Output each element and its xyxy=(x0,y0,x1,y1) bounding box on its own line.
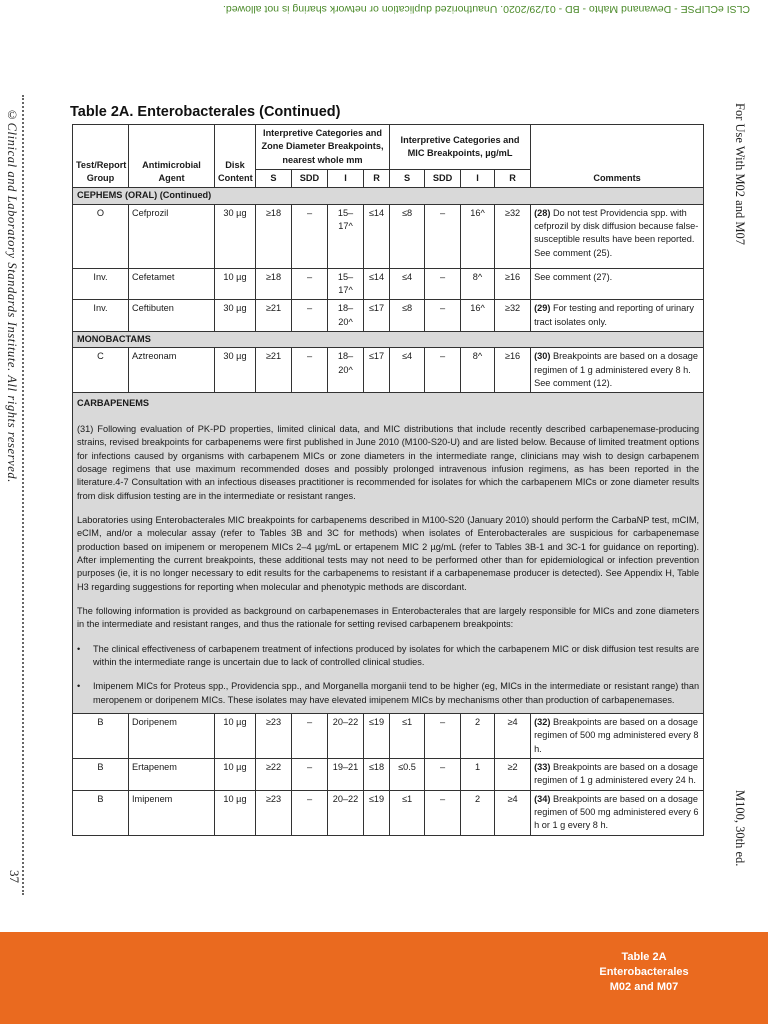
cell-mic-s: ≤4 xyxy=(390,348,425,393)
cell-zone-s: ≥21 xyxy=(256,300,292,332)
comment-text: For testing and reporting of urinary tract isolates only. xyxy=(534,303,694,327)
cell-group: B xyxy=(73,790,129,835)
footer-line-3: M02 and M07 xyxy=(609,980,679,993)
table-row xyxy=(73,759,704,791)
table-row xyxy=(73,348,704,393)
comment-number: (30) xyxy=(534,351,551,362)
header-group: Test/Report Group xyxy=(73,125,129,188)
carbapenems-bullet-2: • Imipenem MICs for Proteus spp., Providencia spp., and Morganella morganii tend to be higher (eg, MICs in the intermediate or resistant range) than meropenem or doripenem MICs. These isolates may have elevated imipenem MICs by mechanisms other than production of carbapenemases. xyxy=(77,680,699,707)
carbapenems-title: CARBAPENEMS xyxy=(77,398,149,409)
header-mic-s: S xyxy=(390,170,425,188)
cell-agent: Imipenem xyxy=(129,790,215,835)
cell-zone-i: 19–21 xyxy=(328,759,364,791)
cell-mic-i: 2 xyxy=(461,714,495,759)
section-cephems xyxy=(73,188,704,204)
cell-zone-sdd: – xyxy=(292,268,328,300)
license-banner xyxy=(0,0,768,22)
cell-zone-r: ≤19 xyxy=(364,790,390,835)
cell-zone-i: 20–22 xyxy=(328,790,364,835)
cell-zone-i: 15–17^ xyxy=(328,268,364,300)
use-with-note: For Use With M02 and M07 xyxy=(733,103,747,245)
comment-number: (33) xyxy=(534,762,551,773)
carbapenems-bullet-1: • The clinical effectiveness of carbapenem treatment of infections produced by isolates for which the carbapenem MIC or disk diffusion test results are within the intermediate range is uncertain due to lack of controlled clinical studies. xyxy=(77,643,699,670)
cell-zone-i: 20–22 xyxy=(328,714,364,759)
cell-mic-r: ≥16 xyxy=(495,348,531,393)
cell-mic-sdd: – xyxy=(425,714,461,759)
cell-mic-sdd: – xyxy=(425,759,461,791)
cell-zone-s: ≥22 xyxy=(256,759,292,791)
footer-line-2: Enterobacterales xyxy=(599,965,689,978)
cell-mic-sdd: – xyxy=(425,268,461,300)
table-row xyxy=(73,204,704,268)
page-number: 37 xyxy=(7,870,22,883)
cell-group: B xyxy=(73,759,129,791)
comment-number: (29) xyxy=(534,303,551,314)
footer-band xyxy=(0,932,768,1024)
cell-zone-s: ≥21 xyxy=(256,348,292,393)
cell-mic-sdd: – xyxy=(425,348,461,393)
cell-disk: 10 µg xyxy=(215,714,256,759)
cell-disk: 10 µg xyxy=(215,759,256,791)
cell-mic-r: ≥4 xyxy=(495,790,531,835)
comment-text: Do not test Providencia spp. with cefprozil by disk diffusion because false-susceptible results have been reported. See comment (25). xyxy=(534,207,699,258)
cell-mic-s: ≤4 xyxy=(390,268,425,300)
cell-comment xyxy=(531,759,704,791)
comment-text: Breakpoints are based on a dosage regimen of 1 g administered every 24 h. xyxy=(534,762,699,786)
header-agent: Antimicrobial Agent xyxy=(129,125,215,188)
cell-mic-s: ≤1 xyxy=(390,714,425,759)
cell-mic-i: 16^ xyxy=(461,204,495,268)
cell-mic-i: 8^ xyxy=(461,348,495,393)
cell-zone-r: ≤18 xyxy=(364,759,390,791)
cell-group: B xyxy=(73,714,129,759)
cell-disk: 10 µg xyxy=(215,268,256,300)
cell-mic-i: 1 xyxy=(461,759,495,791)
comment-text: Breakpoints are based on a dosage regimen of 500 mg administered every 8 h. xyxy=(534,717,699,754)
carbapenems-note xyxy=(73,393,704,714)
cell-zone-i: 18–20^ xyxy=(328,300,364,332)
comment-number: (28) xyxy=(534,207,551,218)
cell-mic-s: ≤1 xyxy=(390,790,425,835)
cell-agent: Ertapenem xyxy=(129,759,215,791)
cell-agent: Ceftibuten xyxy=(129,300,215,332)
cell-zone-sdd: – xyxy=(292,348,328,393)
breakpoint-table xyxy=(72,124,704,836)
cell-mic-sdd: – xyxy=(425,300,461,332)
cell-disk: 30 µg xyxy=(215,300,256,332)
cell-mic-sdd: – xyxy=(425,790,461,835)
cell-group: O xyxy=(73,204,129,268)
cell-zone-s: ≥18 xyxy=(256,268,292,300)
cell-group: C xyxy=(73,348,129,393)
edition-note: M100, 30th ed. xyxy=(733,790,747,867)
license-text: CLSI eCLIPSE - Dewanand Mahto - BD - 01/29/2020. Unauthorized duplication or network sharing is not allowed. xyxy=(222,3,750,15)
table-row xyxy=(73,300,704,332)
copyright-notice: ©Clinical and Laboratory Standards Institute. All rights reserved. xyxy=(5,108,19,484)
cell-zone-sdd: – xyxy=(292,790,328,835)
footer-tab-label xyxy=(588,950,700,995)
carbapenems-paragraph-3: The following information is provided as background on carbapenemases in Enterobacterales that are largely responsible for MICs and zone diameters in the intermediate and resistant ranges, and thus the rationale for setting revised carbapenem breakpoints: xyxy=(77,605,700,630)
cell-agent: Aztreonam xyxy=(129,348,215,393)
cell-zone-s: ≥23 xyxy=(256,790,292,835)
cell-zone-i: 15–17^ xyxy=(328,204,364,268)
cell-group: Inv. xyxy=(73,268,129,300)
header-zone-r: R xyxy=(364,170,390,188)
cell-zone-r: ≤14 xyxy=(364,268,390,300)
footer-line-1: Table 2A xyxy=(621,951,667,963)
comment-text: Breakpoints are based on a dosage regimen of 500 mg administered every 6 h or 1 g every 8 h. xyxy=(534,793,699,831)
cell-mic-r: ≥4 xyxy=(495,714,531,759)
cell-mic-s: ≤8 xyxy=(390,300,425,332)
cell-comment xyxy=(531,268,704,300)
cell-zone-s: ≥18 xyxy=(256,204,292,268)
cell-comment xyxy=(531,300,704,332)
header-zone-sdd: SDD xyxy=(292,170,328,188)
table-row xyxy=(73,268,704,300)
cell-mic-s: ≤0.5 xyxy=(390,759,425,791)
cell-mic-i: 2 xyxy=(461,790,495,835)
cell-comment xyxy=(531,348,704,393)
header-row-top xyxy=(73,125,704,170)
cell-mic-i: 16^ xyxy=(461,300,495,332)
cell-agent: Cefprozil xyxy=(129,204,215,268)
cell-zone-r: ≤17 xyxy=(364,348,390,393)
header-mic: Interpretive Categories and MIC Breakpoints, µg/mL xyxy=(390,125,531,170)
cell-zone-sdd: – xyxy=(292,300,328,332)
cell-comment xyxy=(531,790,704,835)
cell-disk: 30 µg xyxy=(215,204,256,268)
header-zone-i: I xyxy=(328,170,364,188)
cell-zone-s: ≥23 xyxy=(256,714,292,759)
table-row xyxy=(73,790,704,835)
section-title: MONOBACTAMS xyxy=(73,332,704,348)
cell-zone-sdd: – xyxy=(292,759,328,791)
header-mic-sdd: SDD xyxy=(425,170,461,188)
table-row xyxy=(73,714,704,759)
cell-group: Inv. xyxy=(73,300,129,332)
cell-mic-r: ≥32 xyxy=(495,300,531,332)
carbapenems-paragraph-2: Laboratories using Enterobacterales MIC breakpoints for carbapenems described in M100-S20 (January 2010) should perform the CarbaNP test, mCIM, eCIM, and/or a molecular assay (refer to Tables 3B and 3C for methods) when isolates of Enterobacterales are suspicious for carbapenemase production based on imipenem or meropenem MICs 2–4 µg/mL or ertapenem MIC 2 µg/mL (refer to Tables 3B-1 and 3C-1 for guidance on reporting). After implementing the current breakpoints, these additional tests may not need to be performed other than for epidemiological or infection prevention purposes (ie, it is no longer necessary to edit results for the carbapenems to resistant if a carbapenemase producer is detected). See Appendix H, Table H3 regarding suggestions for reporting when molecular and phenotypic methods are discordant. xyxy=(77,514,700,592)
comment-text: Breakpoints are based on a dosage regimen of 1 g administered every 8 h. See comment (12). xyxy=(534,351,699,389)
table-title: Table 2A. Enterobacterales (Continued) xyxy=(70,104,341,120)
left-dotted-rule xyxy=(22,95,24,895)
section-title: CEPHEMS (ORAL) (Continued) xyxy=(73,188,704,204)
cell-zone-r: ≤17 xyxy=(364,300,390,332)
comment-text: See comment (27). xyxy=(534,271,613,282)
cell-agent: Doripenem xyxy=(129,714,215,759)
header-mic-i: I xyxy=(461,170,495,188)
header-zone-s: S xyxy=(256,170,292,188)
cell-disk: 30 µg xyxy=(215,348,256,393)
carbapenems-note-row xyxy=(73,393,704,714)
cell-mic-s: ≤8 xyxy=(390,204,425,268)
cell-disk: 10 µg xyxy=(215,790,256,835)
carbapenems-paragraph-1: (31) Following evaluation of PK-PD properties, limited clinical data, and MIC distributions that include recently described carbapenemase-producing strains, revised breakpoints for carbapenems were first published in June 2010 (M100-S20-U) and are listed below. Because of limited treatment options for infections caused by organisms with carbapenem MICs or zone diameters in the intermediate range, clinicians may wish to design carbapenem dosage regimens that use maximum recommended doses and possibly prolonged intravenous infusion regimens, as has been reported in the literature.4-7 Consultation with an infectious diseases practitioner is recommended for isolates for which the carbapenem MICs or zone diameter results from disk diffusion testing are in the intermediate or resistant ranges. xyxy=(77,423,700,501)
header-mic-r: R xyxy=(495,170,531,188)
cell-comment xyxy=(531,204,704,268)
cell-zone-sdd: – xyxy=(292,204,328,268)
comment-number: (34) xyxy=(534,793,551,804)
cell-mic-r: ≥32 xyxy=(495,204,531,268)
cell-zone-r: ≤19 xyxy=(364,714,390,759)
cell-mic-r: ≥2 xyxy=(495,759,531,791)
comment-number: (32) xyxy=(534,717,551,727)
cell-zone-i: 18–20^ xyxy=(328,348,364,393)
cell-mic-i: 8^ xyxy=(461,268,495,300)
section-monobactams xyxy=(73,332,704,348)
cell-mic-sdd: – xyxy=(425,204,461,268)
header-disk: Disk Content xyxy=(215,125,256,188)
cell-zone-r: ≤14 xyxy=(364,204,390,268)
cell-zone-sdd: – xyxy=(292,714,328,759)
header-zone: Interpretive Categories and Zone Diameter Breakpoints, nearest whole mm xyxy=(256,125,390,170)
cell-mic-r: ≥16 xyxy=(495,268,531,300)
cell-agent: Cefetamet xyxy=(129,268,215,300)
cell-comment xyxy=(531,714,704,759)
header-comments: Comments xyxy=(531,125,704,188)
